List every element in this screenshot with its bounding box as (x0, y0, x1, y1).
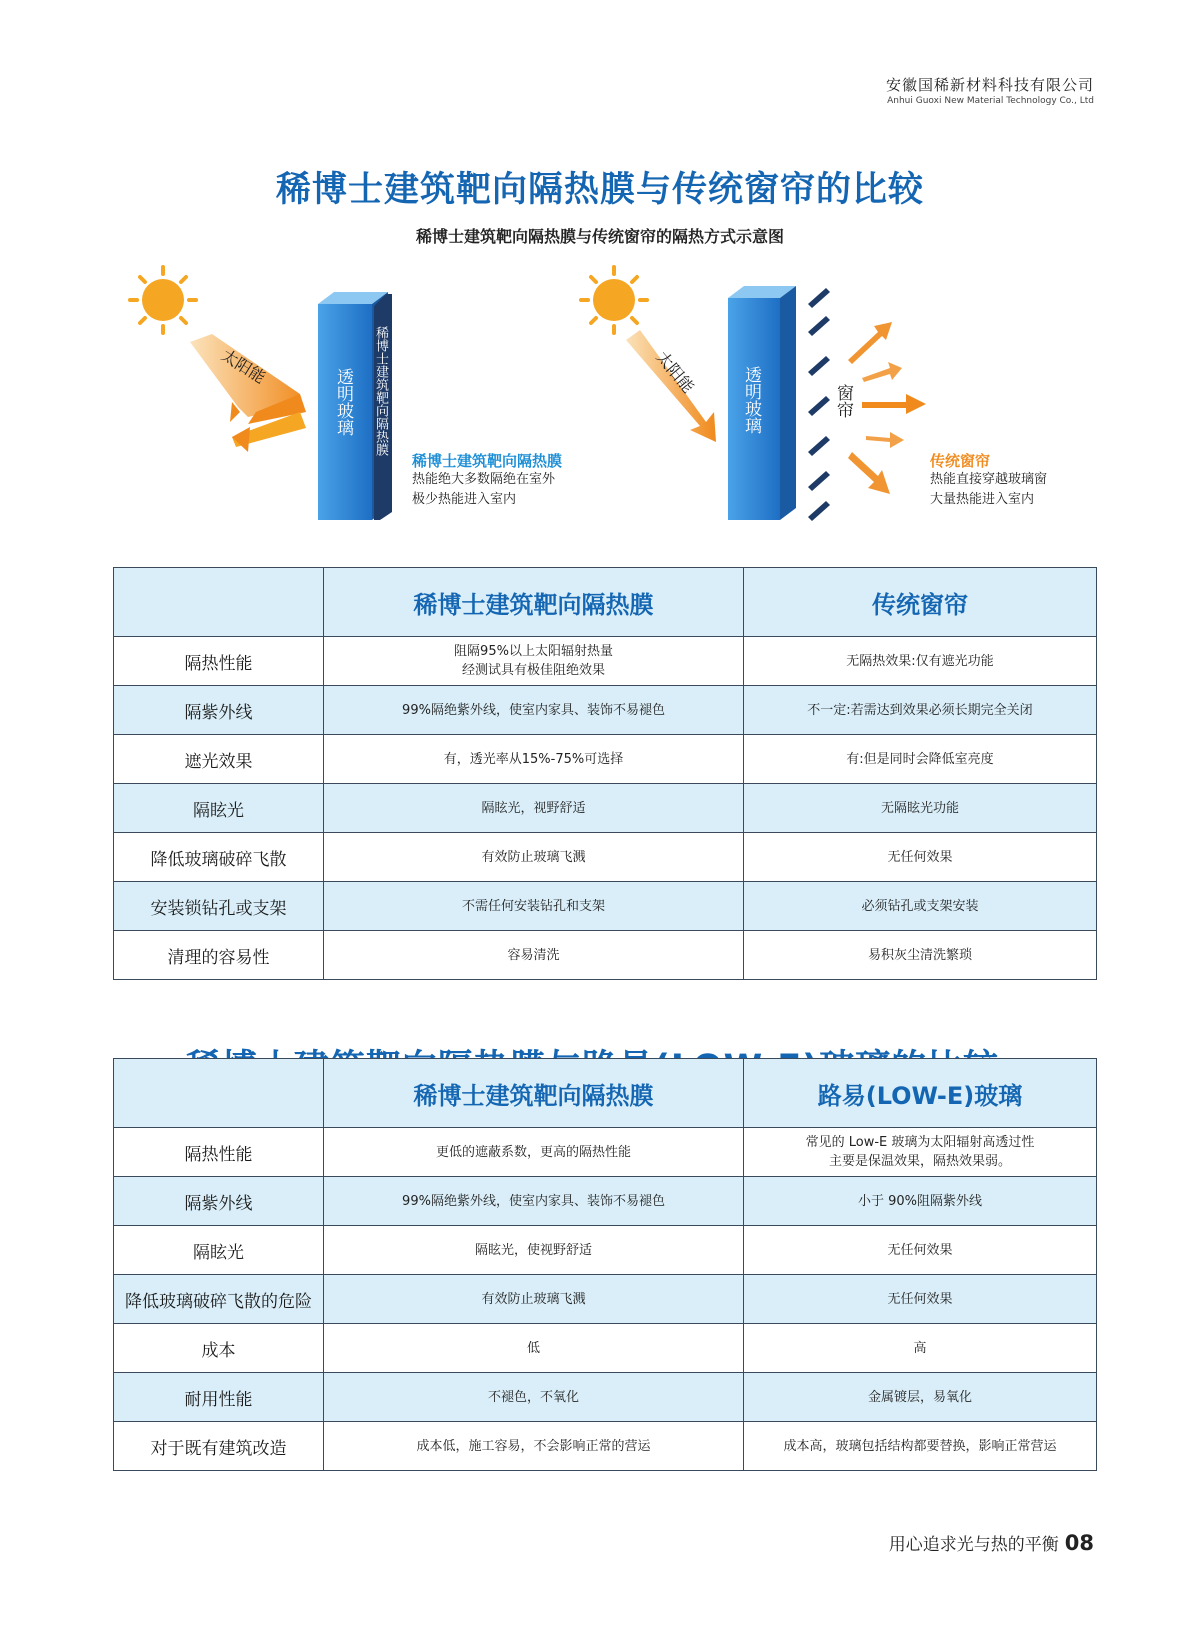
curtain-label: 窗帘 (833, 384, 853, 418)
row-label: 隔热性能 (114, 637, 324, 686)
table-row (114, 784, 1097, 833)
sun-icon-left (130, 267, 196, 333)
row-label: 对于既有建筑改造 (114, 1422, 324, 1471)
table-row (114, 735, 1097, 784)
section1-title: 稀博士建筑靶向隔热膜与传统窗帘的比较 (275, 170, 924, 210)
value-line: 经测试具有极佳阻绝效果 (461, 663, 605, 678)
company-name-en: Anhui Guoxi New Material Technology Co., Ltd (887, 96, 1094, 106)
film-value: 低 (324, 1324, 744, 1373)
table-row (114, 1128, 1097, 1177)
film-value (324, 637, 744, 686)
film-caption-line1: 热能绝大多数隔绝在室外 (412, 472, 556, 487)
lowe-value: 小于 90%阻隔紫外线 (744, 1177, 1097, 1226)
row-label: 降低玻璃破碎飞散 (114, 833, 324, 882)
table-header-row (114, 568, 1097, 637)
table-row (114, 931, 1097, 980)
film-value: 隔眩光，使视野舒适 (324, 1226, 744, 1275)
row-label: 隔紫外线 (114, 1177, 324, 1226)
page-footer (889, 1530, 1094, 1555)
lowe-value: 高 (744, 1324, 1097, 1373)
glass-label-right: 透明玻璃 (741, 366, 761, 434)
table-row (114, 637, 1097, 686)
lowe-value: 无任何效果 (744, 1275, 1097, 1324)
curtain-value: 易积灰尘清洗繁琐 (744, 931, 1097, 980)
lowe-value: 金属镀层，易氧化 (744, 1373, 1097, 1422)
film-value: 有效防止玻璃飞溅 (324, 1275, 744, 1324)
film-value: 有效防止玻璃飞溅 (324, 833, 744, 882)
curtain-value: 不一定:若需达到效果必须长期完全关闭 (744, 686, 1097, 735)
glass-label-left: 透明玻璃 (333, 368, 353, 436)
row-label: 降低玻璃破碎飞散的危险 (114, 1275, 324, 1324)
sun-energy-label-left: 太阳能 (218, 345, 269, 388)
film-caption-title: 稀博士建筑靶向隔热膜 (412, 452, 563, 470)
table-row (114, 686, 1097, 735)
value-line: 阻隔95%以上太阳辐射热量 (454, 644, 613, 659)
curtain-caption-line1: 热能直接穿越玻璃窗 (930, 472, 1048, 487)
film-value: 容易清洗 (324, 931, 744, 980)
row-label: 耐用性能 (114, 1373, 324, 1422)
footer-slogan: 用心追求光与热的平衡 (888, 1535, 1059, 1555)
table-row (114, 1324, 1097, 1373)
film-value: 隔眩光，视野舒适 (324, 784, 744, 833)
table-header-cell: 路易(LOW-E)玻璃 (744, 1059, 1097, 1128)
table-header-cell (114, 568, 324, 637)
sun-icon-right (581, 267, 647, 333)
table-header-cell: 传统窗帘 (744, 568, 1097, 637)
row-label: 隔紫外线 (114, 686, 324, 735)
film-value: 成本低，施工容易，不会影响正常的营运 (324, 1422, 744, 1471)
lowe-value: 成本高，玻璃包括结构都要替换，影响正常营运 (744, 1422, 1097, 1471)
film-value: 99%隔绝紫外线，使室内家具、装饰不易褪色 (324, 686, 744, 735)
lowe-value (744, 1128, 1097, 1177)
film-value: 不褪色，不氧化 (324, 1373, 744, 1422)
film-value: 更低的遮蔽系数，更高的隔热性能 (324, 1128, 744, 1177)
film-value: 不需任何安装钻孔和支架 (324, 882, 744, 931)
film-label: 稀博士建筑靶向隔热膜 (373, 326, 388, 456)
row-label: 隔热性能 (114, 1128, 324, 1177)
curtain-slats (808, 288, 830, 521)
section1-subtitle: 稀博士建筑靶向隔热膜与传统窗帘的隔热方式示意图 (415, 227, 784, 246)
company-name-cn: 安徽国稀新材料科技有限公司 (885, 76, 1094, 94)
table-row (114, 1275, 1097, 1324)
table-header-cell: 稀博士建筑靶向隔热膜 (324, 568, 744, 637)
comparison-table-lowe (113, 1058, 1097, 1471)
table-header-cell (114, 1059, 324, 1128)
insulation-diagram (0, 262, 1200, 552)
curtain-caption-line2: 大量热能进入室内 (930, 492, 1035, 507)
row-label: 清理的容易性 (114, 931, 324, 980)
film-value: 99%隔绝紫外线，使室内家具、装饰不易褪色 (324, 1177, 744, 1226)
company-header (886, 74, 1094, 106)
row-label: 成本 (114, 1324, 324, 1373)
curtain-value: 无隔眩光功能 (744, 784, 1097, 833)
row-label: 隔眩光 (114, 784, 324, 833)
table-row (114, 882, 1097, 931)
film-caption-line2: 极少热能进入室内 (412, 492, 517, 507)
table-header-row (114, 1059, 1097, 1128)
comparison-table-curtain (113, 567, 1097, 980)
table-header-cell: 稀博士建筑靶向隔热膜 (324, 1059, 744, 1128)
table-row (114, 1422, 1097, 1471)
curtain-value: 必须钻孔或支架安装 (744, 882, 1097, 931)
heat-arrows-icon (848, 322, 926, 494)
value-line: 常见的 Low-E 玻璃为太阳辐射高透过性 (805, 1135, 1035, 1150)
table-row (114, 833, 1097, 882)
curtain-value: 无隔热效果:仅有遮光功能 (744, 637, 1097, 686)
curtain-value: 有:但是同时会降低室亮度 (744, 735, 1097, 784)
value-line: 主要是保温效果，隔热效果弱。 (828, 1154, 1011, 1169)
table-row (114, 1226, 1097, 1275)
curtain-caption-title: 传统窗帘 (930, 452, 991, 470)
sun-energy-label-right: 太阳能 (652, 347, 698, 397)
page-number: 08 (1064, 1531, 1094, 1555)
row-label: 安装锁钻孔或支架 (114, 882, 324, 931)
curtain-value: 无任何效果 (744, 833, 1097, 882)
table-row (114, 1177, 1097, 1226)
table-row (114, 1373, 1097, 1422)
row-label: 遮光效果 (114, 735, 324, 784)
row-label: 隔眩光 (114, 1226, 324, 1275)
glass-panel-right (728, 286, 796, 520)
reflect-arrow-icon (190, 334, 306, 452)
film-value: 有，透光率从15%-75%可选择 (324, 735, 744, 784)
lowe-value: 无任何效果 (744, 1226, 1097, 1275)
